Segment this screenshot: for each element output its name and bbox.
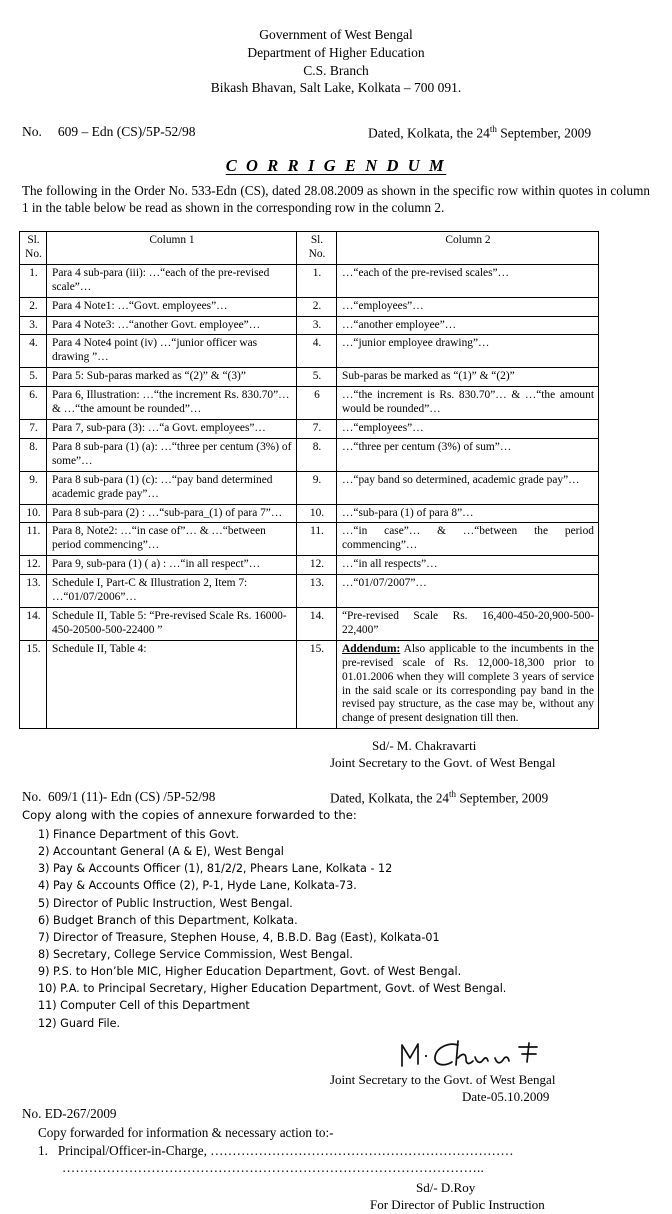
list-item: 1) Finance Department of this Govt. — [38, 828, 240, 841]
row-sl-no-1: 14. — [20, 607, 47, 640]
row-sl-no-2: 14. — [297, 607, 337, 640]
row-sl-no-2: 15. — [297, 640, 337, 728]
table-body — [20, 264, 599, 728]
row-column-1: Para 4 Note1: …“Govt. employees”… — [47, 297, 297, 316]
row-column-2: …“three per centum (3%) of sum”… — [337, 438, 599, 471]
letterhead-line-department: Department of Higher Education — [247, 44, 425, 60]
list-item: 8) Secretary, College Service Commission, West Bengal. — [38, 947, 353, 961]
page-title: C O R R I G E N D U M — [225, 156, 447, 176]
table-row — [20, 523, 599, 556]
row-sl-no-2: 7. — [297, 420, 337, 439]
signature-1-designation: Joint Secretary to the Govt. of West Bengal — [330, 755, 556, 771]
row-column-2: …“sub-para (1) of para 8”… — [337, 504, 599, 523]
list-item: 10) P.A. to Principal Secretary, Higher Education Department, Govt. of West Bengal. — [38, 982, 507, 996]
table-row — [20, 504, 599, 523]
list-item: 7) Director of Treasure, Stephen House, 4, B.B.D. Bag (East), Kolkata-01 — [38, 930, 440, 944]
memo-date-prefix: Dated, Kolkata, the 24 — [368, 125, 490, 141]
row-sl-no-1: 9. — [20, 471, 47, 504]
row-sl-no-1: 8. — [20, 438, 47, 471]
intro-paragraph: The following in the Order No. 533-Edn (CS), dated 28.08.2009 as shown in the specific row within quotes in column 1 in the table below be read as shown in the corresponding row in the column 2. — [22, 183, 650, 216]
row-sl-no-2: 11. — [297, 523, 337, 556]
row-sl-no-2: 2. — [297, 297, 337, 316]
table-row — [20, 368, 599, 387]
signature-2-designation: Joint Secretary to the Govt. of West Bengal — [330, 1071, 556, 1087]
row-sl-no-1: 5. — [20, 368, 47, 387]
footer-number — [22, 1106, 117, 1122]
table-row-addendum — [20, 640, 599, 728]
row-sl-no-2: 8. — [297, 438, 337, 471]
footer-number-label: No. — [22, 1106, 42, 1122]
table-row — [20, 264, 599, 297]
memo-second-number-date-row — [0, 789, 672, 807]
memo-number-date-row — [0, 124, 672, 142]
row-sl-no-2: 3. — [297, 316, 337, 335]
signature-3-name: Sd/- D.Roy — [416, 1180, 476, 1196]
table-row — [20, 335, 599, 368]
row-column-2: …“pay band so determined, academic grade pay”… — [337, 471, 599, 504]
row-column-2: “Pre-revised Scale Rs. 16,400-450-20,900-500-22,400” — [337, 607, 599, 640]
row-sl-no-1: 7. — [20, 420, 47, 439]
signature-block-3 — [0, 1180, 672, 1214]
row-sl-no-2: 9. — [297, 471, 337, 504]
row-sl-no-1: 4. — [20, 335, 47, 368]
row-column-2: …“01/07/2007”… — [337, 575, 599, 608]
row-column-1: Para 5: Sub-paras marked as “(2)” & “(3)” — [47, 368, 297, 387]
row-sl-no-1: 1. — [20, 264, 47, 297]
copy-forwarded-line: Copy along with the copies of annexure forwarded to the: — [22, 808, 357, 822]
row-sl-no-1: 12. — [20, 556, 47, 575]
memo-second-date-ordinal: th — [449, 789, 457, 799]
row-column-1: Para 4 sub-para (iii): …“each of the pre-revised scale”… — [47, 264, 297, 297]
memo-second-number-label: No. — [22, 789, 42, 804]
footer-forward-line: Copy forwarded for information & necessary action to:- — [38, 1125, 334, 1141]
letterhead — [0, 0, 672, 97]
row-sl-no-1: 10. — [20, 504, 47, 523]
memo-number — [22, 124, 196, 140]
handwritten-signature-icon — [396, 1036, 546, 1072]
addendum-text: Also applicable to the incumbents in the pre-revised scale of Rs. 12,000-18,300 prior to 01.01.2006 when they will complete 3 years of service in the said scale or its corresponding pay band in the revised pay structure, as the case may be, without any change of present designation till then. — [342, 642, 594, 725]
list-item: 4) Pay & Accounts Office (2), P-1, Hyde Lane, Kolkata-73. — [38, 879, 357, 893]
footer-dots-line-1: …………………………………………………………… — [210, 1143, 514, 1159]
signature-2-date: Date-05.10.2009 — [462, 1088, 550, 1104]
row-column-2: …“employees”… — [337, 420, 599, 439]
header-column-2: Column 2 — [337, 232, 599, 265]
row-sl-no-2: 10. — [297, 504, 337, 523]
memo-second-number-value: 609/1 (11)- Edn (CS) /5P-52/98 — [48, 789, 216, 804]
row-column-1: Para 7, sub-para (3): …“a Govt. employees”… — [47, 420, 297, 439]
memo-second-date-suffix: September, 2009 — [456, 790, 549, 806]
table-row — [20, 316, 599, 335]
row-column-1: Schedule I, Part-C & Illustration 2, Item 7: …“01/07/2006”… — [47, 575, 297, 608]
row-column-2: …“each of the pre-revised scales”… — [337, 264, 599, 297]
addendum-label: Addendum: — [342, 642, 401, 655]
list-item: 11) Computer Cell of this Department — [38, 999, 250, 1013]
memo-date — [368, 124, 591, 142]
header-sl-no-2: Sl. No. — [297, 232, 337, 265]
table-row — [20, 607, 599, 640]
memo-second-date-prefix: Dated, Kolkata, the 24 — [330, 790, 450, 806]
header-sl-no-1: Sl. No. — [20, 232, 47, 265]
row-sl-no-2: 4. — [297, 335, 337, 368]
distribution-list — [0, 826, 672, 1032]
handwritten-signature-area — [0, 1038, 672, 1072]
row-sl-no-2: 6 — [297, 387, 337, 420]
list-item: 3) Pay & Accounts Officer (1), 81/2/2, Phears Lane, Kolkata - 12 — [38, 862, 393, 876]
signature-block-1 — [0, 738, 672, 772]
signature-1-name: Sd/- M. Chakravarti — [372, 738, 477, 754]
row-column-2: …“another employee”… — [337, 316, 599, 335]
row-column-2: …“in all respects”… — [337, 556, 599, 575]
row-sl-no-1: 15. — [20, 640, 47, 728]
memo-second-date — [330, 789, 548, 806]
row-column-2: …“the increment is Rs. 830.70”… & …“the amount would be rounded”… — [337, 387, 599, 420]
list-item: 9) P.S. to Hon’ble MIC, Higher Education Department, Govt. of West Bengal. — [38, 965, 462, 979]
row-sl-no-2: 5. — [297, 368, 337, 387]
memo-date-ordinal: th — [489, 124, 497, 135]
row-column-2: …“junior employee drawing”… — [337, 335, 599, 368]
row-column-1: Schedule II, Table 4: — [47, 640, 297, 728]
row-sl-no-2: 1. — [297, 264, 337, 297]
footer-dots-line-2: ………………………………………………………………………………….. — [62, 1160, 485, 1176]
list-item: 12) Guard File. — [38, 1016, 121, 1030]
table-row — [20, 471, 599, 504]
table-row — [20, 387, 599, 420]
letterhead-line-government: Government of West Bengal — [259, 27, 413, 42]
footer-number-row — [0, 1106, 672, 1124]
memo-number-label: No. — [22, 124, 42, 140]
row-column-2: Sub-paras be marked as “(1)” & “(2)” — [337, 368, 599, 387]
memo-date-suffix: September, 2009 — [496, 125, 592, 141]
row-column-1: Para 8 sub-para (1) (a): …“three per centum (3%) of some”… — [47, 438, 297, 471]
table-header-row — [20, 232, 599, 265]
row-sl-no-1: 3. — [20, 316, 47, 335]
list-item: 2) Accountant General (A & E), West Bengal — [38, 845, 284, 859]
list-item: 5) Director of Public Instruction, West Bengal. — [38, 896, 293, 910]
signature-block-2 — [0, 1072, 672, 1106]
table-row — [20, 420, 599, 439]
row-sl-no-1: 2. — [20, 297, 47, 316]
table-row — [20, 556, 599, 575]
row-column-1: Para 4 Note4 point (iv) …“junior officer was drawing ”… — [47, 335, 297, 368]
row-sl-no-1: 6. — [20, 387, 47, 420]
footer-number-value: ED-267/2009 — [44, 1106, 117, 1122]
letterhead-line-branch: C.S. Branch — [303, 62, 369, 78]
row-column-1: Para 6, Illustration: …“the increment Rs. 830.70”… & …“the amount be rounded”… — [47, 387, 297, 420]
table-row — [20, 297, 599, 316]
letterhead-line-address: Bikash Bhavan, Salt Lake, Kolkata – 700 091. — [210, 80, 462, 96]
table-row — [20, 438, 599, 471]
row-column-1: Para 8, Note2: …“in case of”… & …“between period commencing”… — [47, 523, 297, 556]
memo-number-value: 609 – Edn (CS)/5P-52/98 — [57, 124, 196, 140]
signature-3-designation: For Director of Public Instruction — [370, 1197, 545, 1213]
row-sl-no-2: 12. — [297, 556, 337, 575]
row-column-1: Para 8 sub-para (1) (c): …“pay band determined academic grade pay”… — [47, 471, 297, 504]
table-row — [20, 575, 599, 608]
footer-recipient-item — [38, 1143, 672, 1159]
footer-recipient-text: Principal/Officer-in-Charge, — [57, 1143, 207, 1159]
row-column-2-addendum — [337, 640, 599, 728]
row-column-2: …“in case”… & …“between the period commencing”… — [337, 523, 599, 556]
header-column-1: Column 1 — [47, 232, 297, 265]
row-sl-no-1: 13. — [20, 575, 47, 608]
list-item: 6) Budget Branch of this Department, Kolkata. — [38, 913, 298, 927]
row-column-1: Para 4 Note3: …“another Govt. employee”… — [47, 316, 297, 335]
corrigendum-table — [19, 231, 599, 729]
row-column-1: Para 8 sub-para (2) : …“sub-para_(1) of para 7”… — [47, 504, 297, 523]
footer-recipient-number: 1. — [38, 1143, 48, 1159]
memo-second-number — [22, 789, 215, 805]
row-column-2: …“employees”… — [337, 297, 599, 316]
row-sl-no-2: 13. — [297, 575, 337, 608]
row-column-1: Schedule II, Table 5: “Pre-revised Scale Rs. 16000-450-20500-500-22400 ” — [47, 607, 297, 640]
row-sl-no-1: 11. — [20, 523, 47, 556]
row-column-1: Para 9, sub-para (1) ( a) : …“in all respect”… — [47, 556, 297, 575]
